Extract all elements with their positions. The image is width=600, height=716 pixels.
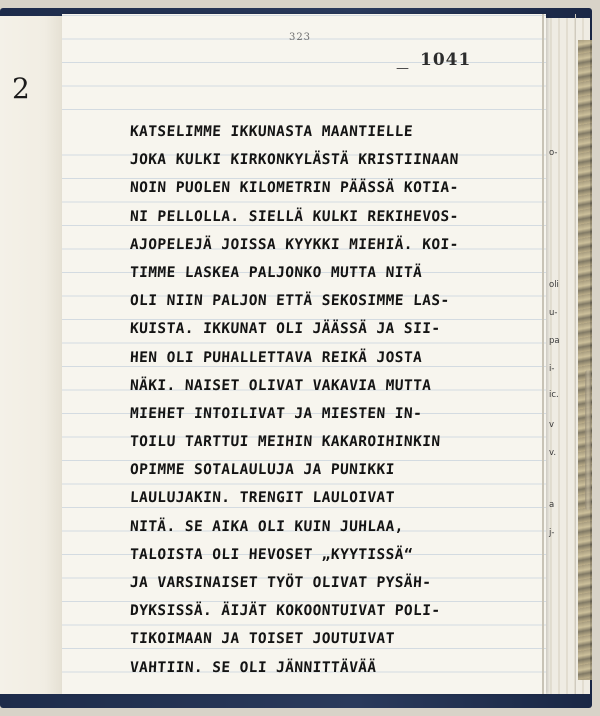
- text-line: NÄKI. NAISET OLIVAT VAKAVIA MUTTA: [129, 377, 432, 394]
- text-line: AJOPELEJÄ JOISSA KYYKKI MIEHIÄ. KOI-: [129, 236, 460, 253]
- text-line: TALOISTA OLI HEVOSET „KYYTISSÄ“: [129, 546, 414, 563]
- record-number: 1041: [420, 50, 472, 70]
- handwritten-text: [130, 118, 540, 682]
- text-line: LAULUJAKIN. TRENGIT LAULOIVAT: [129, 490, 396, 507]
- text-line: TIKOIMAAN JA TOISET JOUTUIVAT: [129, 631, 396, 648]
- text-line: VAHTIIN. SE OLI JÄNNITTÄVÄÄ: [129, 659, 377, 676]
- left-page-edge: [0, 16, 65, 694]
- text-line: DYKSISSÄ. ÄIJÄT KOKOONTUIVAT POLI-: [129, 603, 441, 620]
- margin-note: ic.: [549, 390, 559, 400]
- margin-note: v.: [549, 448, 557, 458]
- margin-note: oli: [549, 280, 559, 290]
- text-line: KUISTA. IKKUNAT OLI JÄÄSSÄ JA SII-: [129, 321, 441, 338]
- page-number: 323: [288, 32, 312, 43]
- record-prefix: —: [396, 61, 409, 76]
- text-line: NITÄ. SE AIKA OLI KUIN JUHLAA,: [129, 518, 405, 535]
- margin-note: v: [549, 420, 555, 430]
- margin-note: a: [549, 500, 555, 510]
- text-line: OPIMME SOTALAULUJA JA PUNIKKI: [129, 462, 396, 479]
- margin-rule-outer: [575, 14, 576, 694]
- text-line: TOILU TARTTUI MEIHIN KAKAROIHINKIN: [129, 434, 441, 451]
- text-line: KATSELIMME IKKUNASTA MAANTIELLE: [129, 124, 414, 140]
- page-edge: [578, 40, 592, 680]
- text-line: NOIN PUOLEN KILOMETRIN PÄÄSSÄ KOTIA-: [129, 180, 460, 197]
- margin-note: o-: [549, 148, 558, 158]
- text-line: NI PELLOLLA. SIELLÄ KULKI REKIHEVOS-: [129, 208, 460, 225]
- left-margin-mark: 2: [12, 72, 30, 105]
- margin-note: j-: [549, 528, 555, 538]
- margin-note: i-: [549, 364, 555, 374]
- margin-rule: [542, 14, 544, 694]
- text-line: OLI NIIN PALJON ETTÄ SEKOSIMME LAS-: [129, 293, 450, 310]
- text-line: HEN OLI PUHALLETTAVA REIKÄ JOSTA: [129, 349, 423, 366]
- text-line: JOKA KULKI KIRKONKYLÄSTÄ KRISTIINAAN: [129, 152, 460, 169]
- text-line: MIEHET INTOILIVAT JA MIESTEN IN-: [129, 405, 423, 422]
- text-line: JA VARSINAISET TYÖT OLIVAT PYSÄH-: [129, 575, 432, 591]
- text-line: TIMME LASKEA PALJONKO MUTTA NITÄ: [129, 264, 423, 281]
- binding-clip: [585, 370, 591, 510]
- margin-note: pa: [549, 336, 560, 346]
- margin-note: u-: [549, 308, 558, 318]
